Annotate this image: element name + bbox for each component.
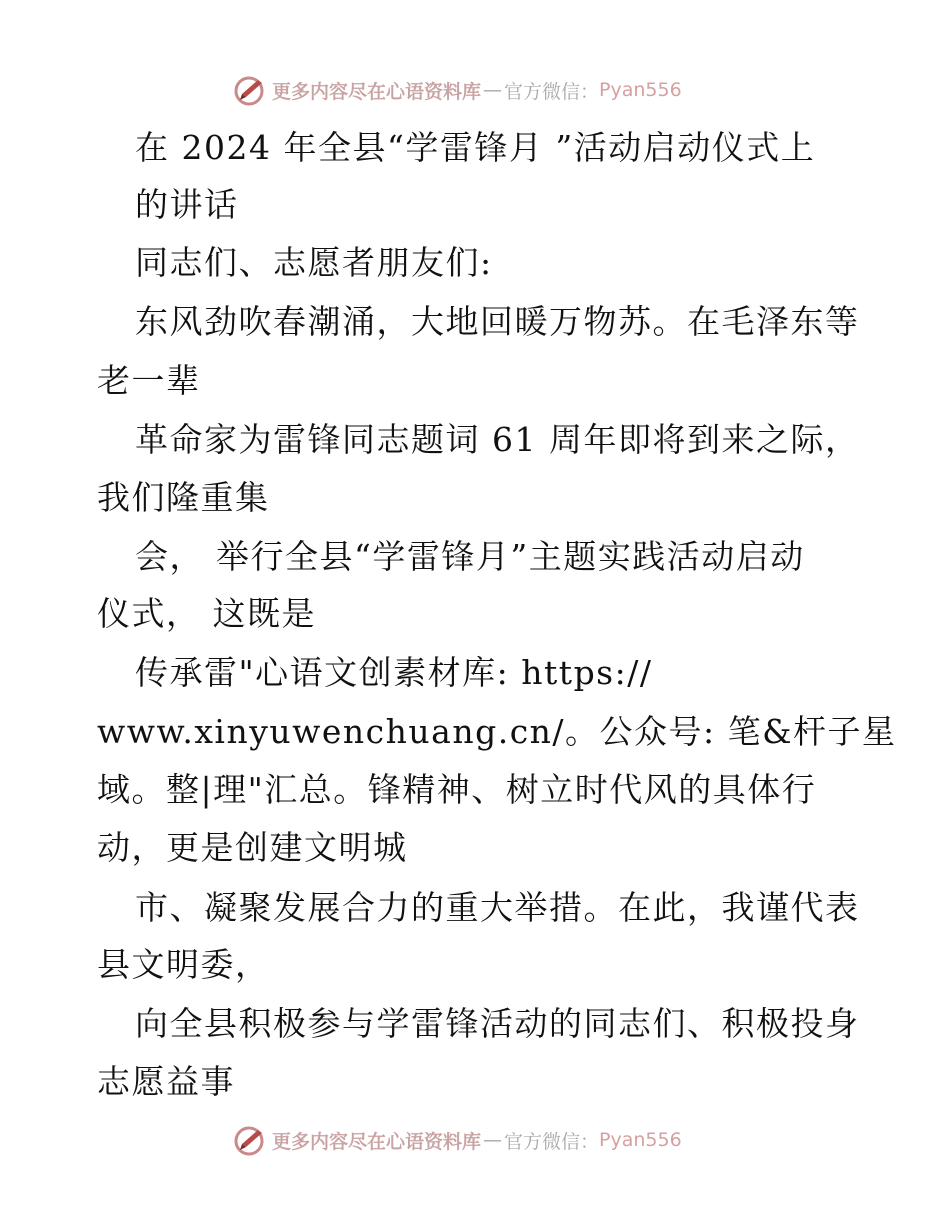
doc-line: 向全县积极参与学雷锋活动的同志们、积极投身 xyxy=(135,1004,860,1043)
doc-line: 市、凝聚发展合力的重大举措。在此，我谨代表 xyxy=(135,888,860,927)
doc-line-title-2: 的讲话 xyxy=(135,185,239,224)
doc-line-salutation: 同志们、志愿者朋友们: xyxy=(135,243,493,282)
doc-line: 域。整|理"汇总。锋精神、树立时代风的具体行 xyxy=(97,770,817,809)
doc-line: 志愿益事 xyxy=(97,1062,235,1101)
doc-line: 仪式， 这既是 xyxy=(97,594,316,633)
doc-line: 动，更是创建文明城 xyxy=(97,828,408,867)
doc-line: 我们隆重集 xyxy=(97,478,270,517)
watermark-site-text: 更多内容尽在心语资料库 xyxy=(272,80,482,103)
brush-logo-icon xyxy=(232,72,268,108)
doc-line: 老一辈 xyxy=(97,361,201,400)
watermark-wechat-id: Pyan556 xyxy=(599,1129,682,1151)
watermark-separator: — xyxy=(483,1129,503,1151)
doc-line: 会， 举行全县“学雷锋月”主题实践活动启动 xyxy=(135,537,805,576)
watermark-site-text: 更多内容尽在心语资料库 xyxy=(272,1130,482,1153)
watermark-separator: — xyxy=(483,79,503,101)
doc-line: www.xinyuwenchuang.cn/。公众号: 笔&杆子星 xyxy=(97,712,897,751)
doc-line: 革命家为雷锋同志题词 61 周年即将到来之际， xyxy=(135,420,860,459)
doc-line-title-1: 在 2024 年全县“学雷锋月 ”活动启动仪式上 xyxy=(135,128,816,167)
doc-line: 东风劲吹春潮涌，大地回暖万物苏。在毛泽东等 xyxy=(135,302,860,341)
watermark-wechat-label: 官方微信： xyxy=(504,1130,600,1153)
footer-watermark xyxy=(232,1120,682,1160)
watermark-wechat-label: 官方微信： xyxy=(504,80,600,103)
header-watermark xyxy=(232,70,682,110)
doc-line: 县文明委， xyxy=(97,945,270,984)
watermark-wechat-id: Pyan556 xyxy=(599,79,682,101)
brush-logo-icon xyxy=(232,1122,268,1158)
doc-line: 传承雷"心语文创素材库: https:// xyxy=(135,653,653,692)
